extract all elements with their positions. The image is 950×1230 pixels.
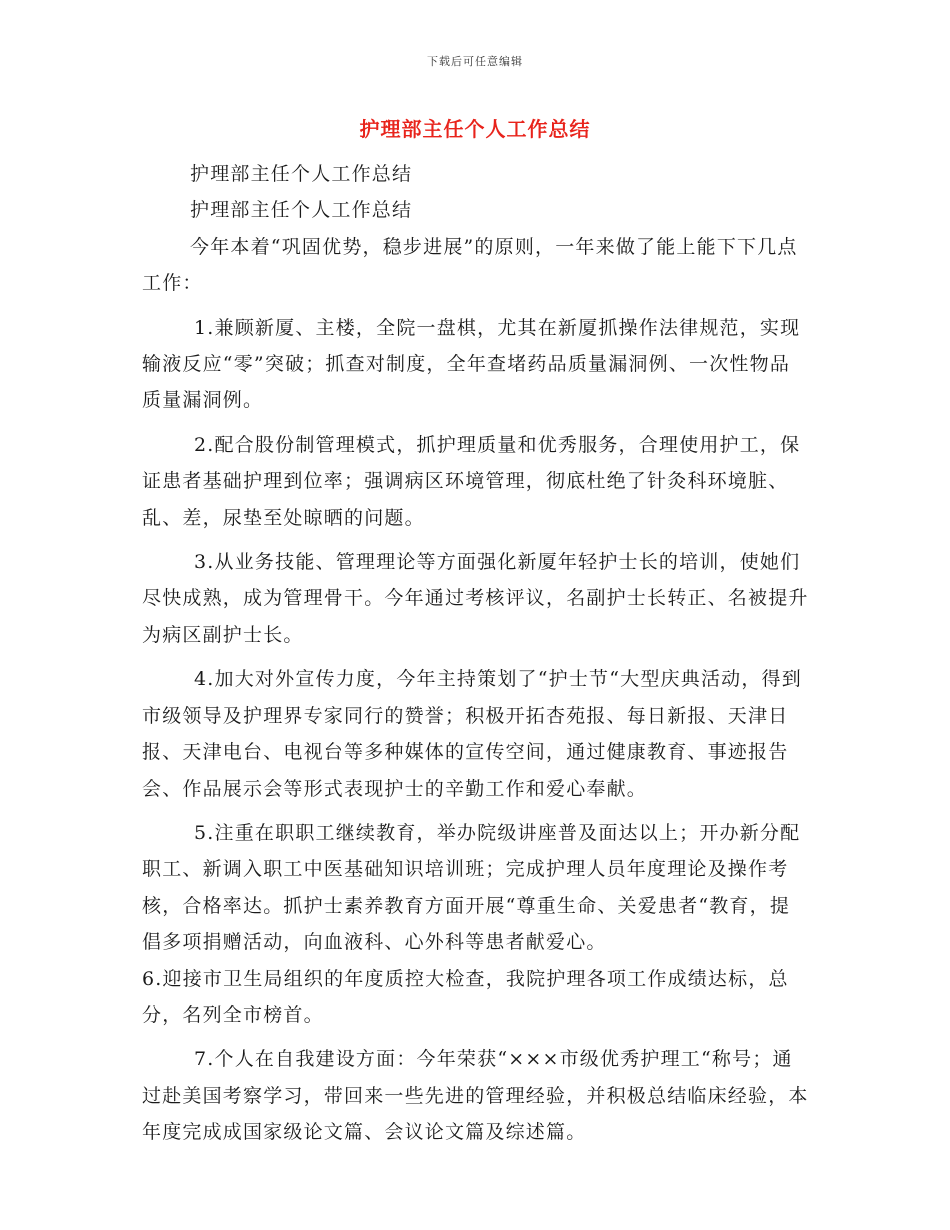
document-title: 护理部主任个人工作总结 [359,117,591,141]
list-item: 4.加大对外宣传力度，今年主持策划了“护士节“大型庆典活动，得到市级领导及护理界专家同行的赞誉；积极开拓杏苑报、每日新报、天津日报、天津电台、电视台等多种媒体的宣传空间，通过健康教育、事迹报告会、作品展示会等形式表现护士的辛勤工作和爱心奉献。 [142,668,802,800]
list-item: 5.注重在职职工继续教育，举办院级讲座普及面达以上；开办新分配职工、新调入职工中医基础知识培训班；完成护理人员年度理论及操作考核，合格率达。抓护士素养教育方面开展“尊重生命、关爱患者“教育，提倡多项捐赠活动，向血液科、心外科等患者献爱心。 [142,821,801,954]
list-item: 6.迎接市卫生局组织的年度质控大检查，我院护理各项工作成绩达标，总分，名列全市榜首。 [142,967,789,1026]
document-body [142,156,810,1151]
list-item: 2.配合股份制管理模式，抓护理质量和优秀服务，合理使用护工，保证患者基础护理到位率；强调病区环境管理，彻底杜绝了针灸科环境脏、乱、差，尿垫至处晾晒的问题。 [142,433,801,529]
list-item: 3.从业务技能、管理理论等方面强化新厦年轻护士长的培训，使她们尽快成熟，成为管理骨干。今年通过考核评议，名副护士长转正、名被提升为病区副护士长。 [142,551,809,646]
intro-paragraph: 今年本着“巩固优势，稳步进展”的原则，一年来做了能上能下下几点工作： [142,235,798,295]
list-item: 1.兼顾新厦、主楼，全院一盘棋，尤其在新厦抓操作法律规范，实现输液反应“零”突破；抓查对制度，全年查堵药品质量漏洞例、一次性物品质量漏洞例。 [142,316,801,412]
header-note: 下载后可任意编辑 [427,55,523,68]
list-item: 7.个人在自我建设方面：今年荣获“×××市级优秀护理工“称号；通过赴美国考察学习，带回来一些先进的管理经验，并积极总结临床经验，本年度完成成国家级论文篇、会议论文篇及综述篇。 [142,1048,809,1144]
subtitle-line-2: 护理部主任个人工作总结 [190,199,413,222]
subtitle-line-1: 护理部主任个人工作总结 [190,163,413,185]
